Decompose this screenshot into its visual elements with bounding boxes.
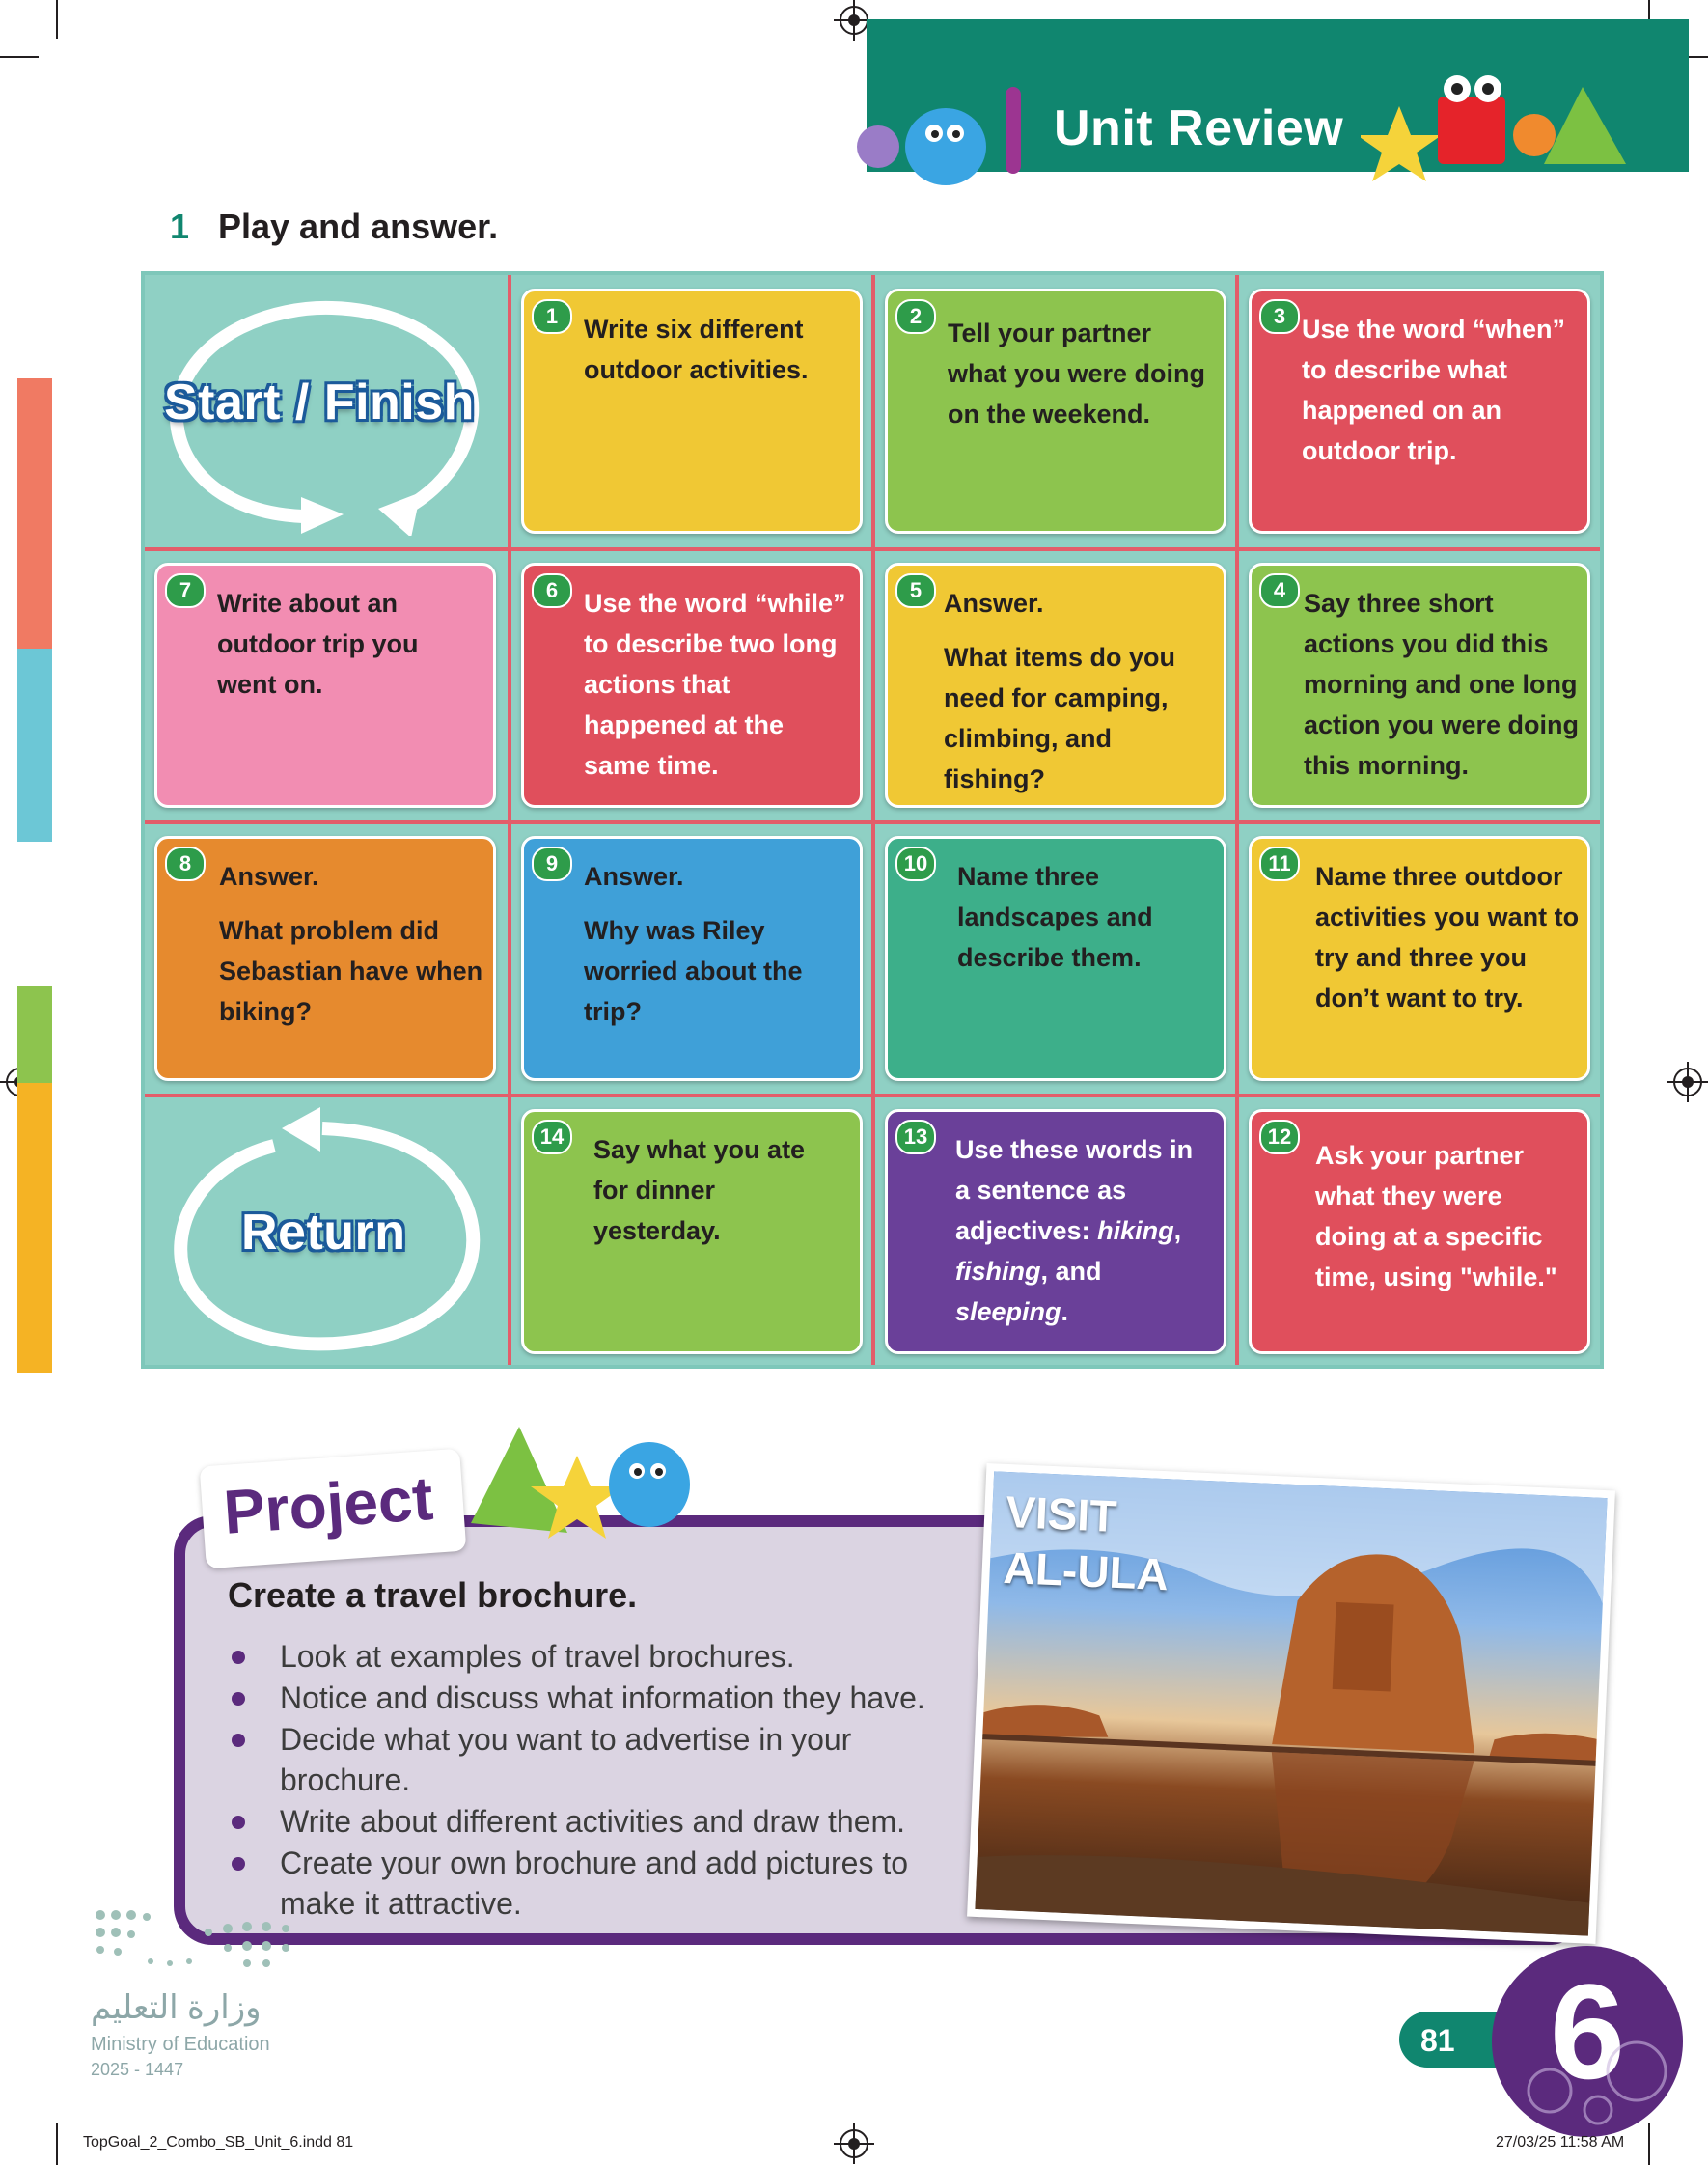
square-text-part: . (1061, 1297, 1069, 1326)
bullet-icon (232, 1816, 245, 1829)
square-text: Write about an outdoor trip you went on. (217, 589, 419, 699)
exercise-number: 1 (170, 207, 190, 246)
square-text-answer: Answer. (584, 862, 684, 891)
board-square-11 (1249, 836, 1590, 1081)
photo-image (975, 1471, 1607, 1935)
square-text: Say what you ate for dinner yesterday. (593, 1135, 806, 1245)
registration-mark-icon (840, 6, 868, 35)
unit-number-badge (1492, 1946, 1683, 2137)
square-text: Why was Riley worried about the trip? (584, 916, 803, 1026)
list-item-text: Notice and discuss what information they have. (280, 1680, 925, 1715)
square-number: 5 (895, 573, 936, 608)
square-number: 1 (532, 299, 572, 334)
date-slug: 27/03/25 11:58 AM (1496, 2134, 1625, 2151)
square-number: 12 (1259, 1120, 1300, 1154)
return-label: Return (241, 1205, 406, 1261)
ministry-name-english: Ministry of Education (91, 2034, 270, 2055)
square-text: Use the word “while” to describe two long actions that happened at the same time. (584, 589, 846, 780)
crop-mark (0, 56, 39, 58)
square-number: 13 (895, 1120, 936, 1154)
registration-mark-icon (1673, 1068, 1702, 1096)
list-item (228, 1843, 961, 1924)
square-number: 6 (532, 573, 572, 608)
grid-line (145, 1094, 1600, 1097)
list-item-text: Create your own brochure and add pictures to make it attractive. (280, 1846, 909, 1921)
al-ula-brochure-photo (967, 1463, 1615, 1944)
square-text-part: , and (1040, 1257, 1102, 1286)
board-square-7 (154, 563, 496, 808)
board-square-9 (521, 836, 863, 1081)
square-number: 14 (532, 1120, 572, 1154)
square-text-answer: Answer. (944, 589, 1044, 618)
board-square-5 (885, 563, 1226, 808)
board-square-10 (885, 836, 1226, 1081)
board-square-6 (521, 563, 863, 808)
board-square-13 (885, 1109, 1226, 1354)
unit-review-title: Unit Review (1054, 100, 1344, 156)
project-title: Create a travel brochure. (228, 1575, 638, 1615)
photo-caption-line: AL-ULA (1002, 1541, 1171, 1600)
square-text: Name three outdoor activities you want to try and three you don’t want to try. (1315, 862, 1580, 1013)
project-steps-list (228, 1636, 961, 1925)
bullet-icon (232, 1692, 245, 1706)
square-number: 11 (1259, 847, 1300, 881)
square-number: 2 (895, 299, 936, 334)
decorative-paint-strip (17, 378, 52, 1392)
board-square-4 (1249, 563, 1590, 808)
board-square-1 (521, 289, 863, 534)
square-number: 9 (532, 847, 572, 881)
registration-mark-icon (840, 2129, 868, 2158)
list-item (228, 1678, 961, 1718)
ministry-year: 2025 - 1447 (91, 2060, 184, 2079)
project-monsters-icon (461, 1417, 702, 1562)
ministry-name-arabic: وزارة التعليم (91, 1989, 262, 2026)
exercise-title: Play and answer. (218, 207, 499, 246)
crop-mark (56, 2123, 58, 2165)
square-text: Say three short actions you did this morning and one long action you were doing this morning. (1304, 589, 1580, 780)
list-item (228, 1636, 961, 1677)
grid-line (145, 820, 1600, 824)
bullet-icon (232, 1651, 245, 1664)
bullet-icon (232, 1857, 245, 1871)
square-text-part: , (1173, 1216, 1182, 1245)
crop-mark (56, 0, 58, 39)
board-square-2 (885, 289, 1226, 534)
unit-number: 6 (1550, 1956, 1625, 2107)
bullet-icon (232, 1734, 245, 1747)
square-number: 8 (165, 847, 206, 881)
adjective-word: sleeping (955, 1297, 1061, 1326)
square-text: Use the word “when” to describe what happened on an outdoor trip. (1302, 315, 1566, 465)
board-square-3 (1249, 289, 1590, 534)
project-label: Project (221, 1462, 435, 1547)
square-text: What items do you need for camping, climbing, and fishing? (944, 643, 1176, 793)
list-item-text: Write about different activities and draw them. (280, 1804, 906, 1839)
square-number: 3 (1259, 299, 1300, 334)
page-number: 81 (1420, 2023, 1455, 2058)
game-board (141, 271, 1604, 1369)
adjective-word: fishing (955, 1257, 1041, 1286)
list-item (228, 1719, 961, 1800)
list-item-text: Decide what you want to advertise in your brochure. (280, 1722, 852, 1797)
adjective-word: hiking (1097, 1216, 1174, 1245)
list-item (228, 1801, 961, 1842)
monster-characters-right-icon (1361, 68, 1640, 193)
list-item-text: Look at examples of travel brochures. (280, 1639, 795, 1674)
ministry-logo-dots-icon (93, 1907, 295, 1969)
square-number: 10 (895, 847, 936, 881)
square-text: Tell your partner what you were doing on the weekend. (948, 319, 1206, 429)
project-tag (200, 1449, 467, 1569)
square-text: Write six different outdoor activities. (584, 315, 809, 384)
square-text: Name three landscapes and describe them. (957, 862, 1153, 972)
square-text-part: Use these words in a sentence as adjectives: (955, 1135, 1194, 1245)
board-square-12 (1249, 1109, 1590, 1354)
start-finish-label: Start / Finish (164, 375, 475, 430)
board-square-14 (521, 1109, 863, 1354)
bubbles-icon (1492, 1946, 1683, 2137)
photo-caption-line: VISIT (1005, 1485, 1118, 1541)
square-text (955, 1129, 1195, 1332)
square-number: 4 (1259, 573, 1300, 608)
square-text-answer: Answer. (219, 862, 319, 891)
board-square-8 (154, 836, 496, 1081)
file-slug: TopGoal_2_Combo_SB_Unit_6.indd 81 (83, 2134, 354, 2151)
grid-line (145, 547, 1600, 551)
square-text: What problem did Sebastian have when biking? (219, 916, 483, 1026)
square-text: Ask your partner what they were doing at a specific time, using "while." (1315, 1141, 1557, 1291)
photo-caption (1003, 1484, 1172, 1602)
square-number: 7 (165, 573, 206, 608)
